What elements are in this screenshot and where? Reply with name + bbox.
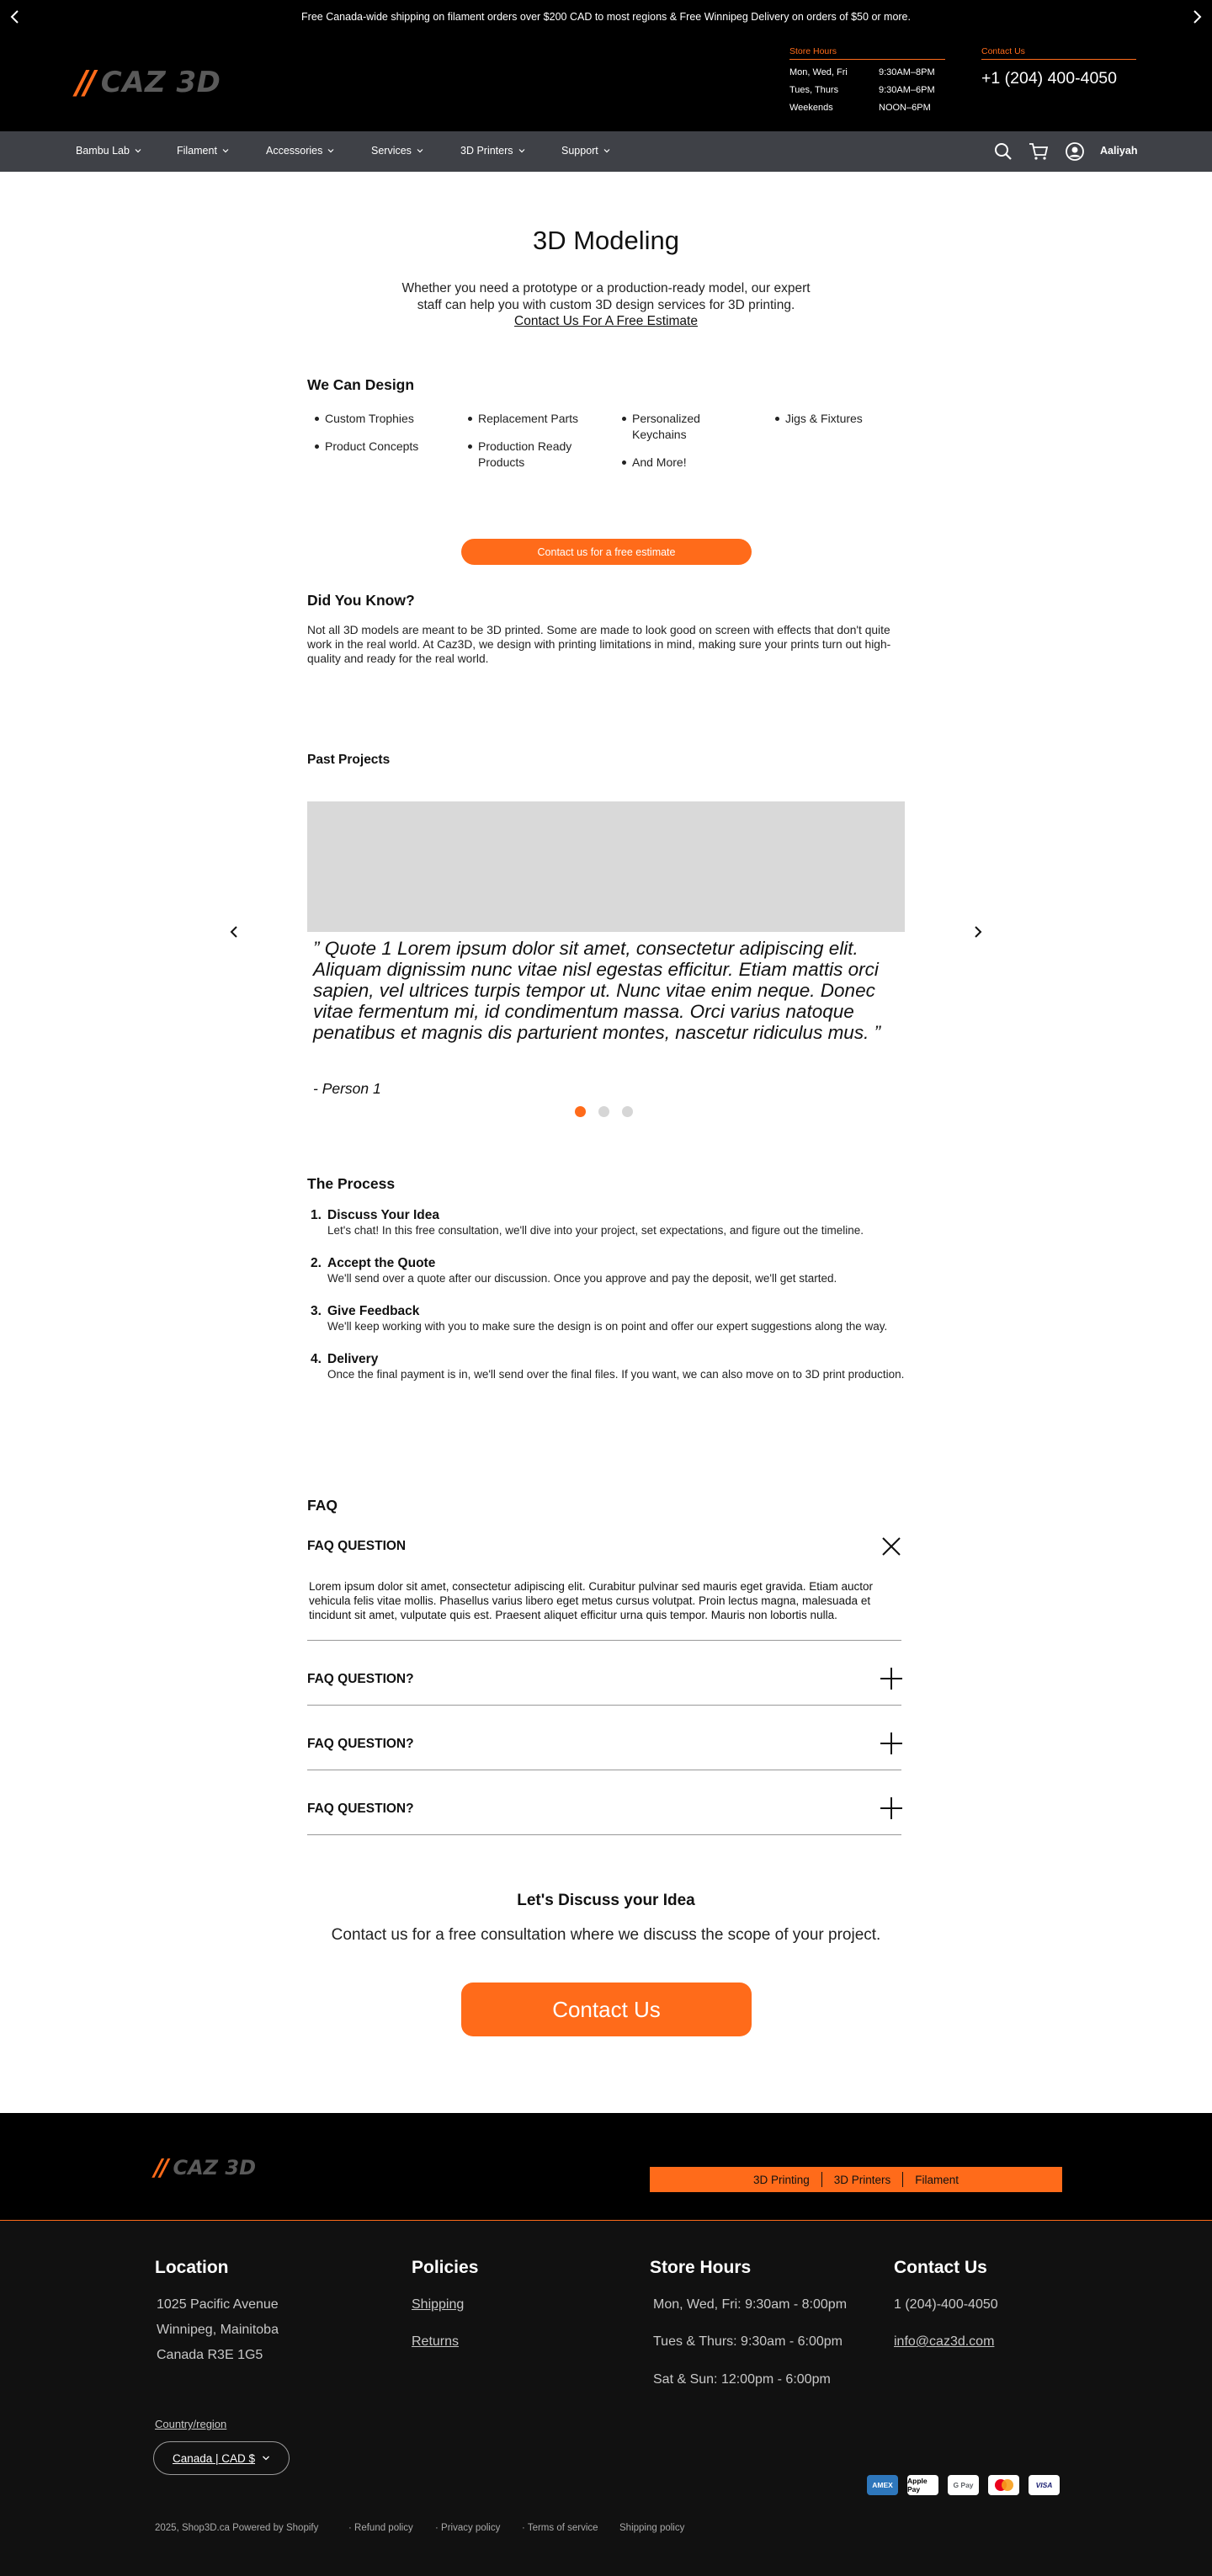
carousel-dot[interactable] bbox=[622, 1106, 633, 1117]
free-estimate-link[interactable]: Contact Us For A Free Estimate bbox=[514, 314, 698, 328]
footer-policies-heading: Policies bbox=[412, 2258, 479, 2277]
footer-hours-heading: Store Hours bbox=[650, 2258, 752, 2277]
faq-answer: Lorem ipsum dolor sit amet, consectetur adipiscing elit. Curabitur pulvinar sed mauris eget gravida. Etiam auctor vehicula felis vitae mollis. Phasellus varius libero eget metus cursus volutpat. Proin lectus magna, malesuada et tincidunt sit amet, vulputate quis est. Praesent aliquet efficitur urna quis tempor. Mauris non lobortis nulla. bbox=[309, 1580, 874, 1621]
cart-icon[interactable] bbox=[1029, 141, 1049, 162]
hours-row: Mon, Wed, Fri 9:30AM–8PM bbox=[789, 67, 935, 77]
chevron-right-icon[interactable] bbox=[1187, 7, 1207, 27]
chevron-down-icon bbox=[262, 2454, 270, 2462]
footer-link-filament[interactable]: Filament bbox=[915, 2173, 960, 2186]
chevron-left-icon[interactable] bbox=[5, 7, 25, 27]
footer-link-shipping[interactable]: Shipping bbox=[412, 2297, 465, 2312]
contact-us-button[interactable]: Contact Us bbox=[461, 1983, 752, 2036]
chevron-down-icon bbox=[135, 147, 141, 154]
free-estimate-button[interactable]: Contact us for a free estimate bbox=[461, 539, 752, 565]
announcement-bar bbox=[0, 0, 1212, 34]
carousel-dot[interactable] bbox=[598, 1106, 609, 1117]
logo[interactable] bbox=[76, 66, 221, 99]
search-icon[interactable] bbox=[993, 141, 1013, 162]
footer-contact-heading: Contact Us bbox=[894, 2258, 987, 2277]
site-header bbox=[0, 34, 1212, 131]
footer-link-returns[interactable]: Returns bbox=[412, 2334, 460, 2349]
mastercard-icon bbox=[988, 2475, 1019, 2495]
footer-phone[interactable]: 1 (204)-400-4050 bbox=[894, 2297, 998, 2312]
faq-heading: FAQ bbox=[307, 1497, 338, 1514]
nav-item-filament[interactable]: Filament bbox=[177, 145, 229, 157]
chevron-down-icon bbox=[417, 147, 423, 154]
address-line: Canada R3E 1G5 bbox=[157, 2348, 263, 2362]
plus-icon[interactable] bbox=[879, 1796, 904, 1821]
past-projects-heading: Past Projects bbox=[307, 753, 391, 767]
header-phone[interactable]: +1 (204) 400-4050 bbox=[981, 69, 1117, 88]
logo-slash: // bbox=[76, 64, 93, 101]
site-footer bbox=[0, 2113, 1212, 2576]
store-hours-title: Store Hours bbox=[789, 46, 945, 60]
chevron-down-icon bbox=[518, 147, 525, 154]
intro-text: Whether you need a prototype or a production-ready model, our expert staff can help you with custom 3D design services for 3D printing. Contact Us For A Free Estimate bbox=[401, 281, 811, 328]
faq-question[interactable]: FAQ QUESTION? bbox=[307, 1802, 414, 1816]
nav-item-accessories[interactable]: Accessories bbox=[266, 145, 334, 157]
amex-icon: AMEX bbox=[867, 2475, 898, 2495]
plus-icon[interactable] bbox=[879, 1666, 904, 1691]
testimonial-author: - Person 1 bbox=[313, 1080, 381, 1097]
list-item: Custom Trophies bbox=[311, 411, 454, 427]
footer-location-heading: Location bbox=[155, 2258, 229, 2277]
hours-line: Sat & Sun: 12:00pm - 6:00pm bbox=[653, 2372, 831, 2387]
footer-link-refund-policy[interactable]: · Refund policy bbox=[348, 2523, 413, 2533]
carousel-prev-icon[interactable] bbox=[224, 922, 244, 942]
footer-link-shipping-policy[interactable]: Shipping policy bbox=[619, 2523, 685, 2533]
design-list-col3 bbox=[619, 411, 728, 482]
footer-email[interactable]: info@caz3d.com bbox=[894, 2334, 995, 2349]
footer-link-3d-printers[interactable]: 3D Printers bbox=[833, 2173, 891, 2186]
carousel-next-icon[interactable] bbox=[968, 922, 988, 942]
carousel-dot[interactable] bbox=[575, 1106, 586, 1117]
list-item: Personalized Keychains bbox=[619, 411, 728, 443]
divider bbox=[307, 1705, 901, 1706]
list-item: Replacement Parts bbox=[465, 411, 599, 427]
copyright: 2025, Shop3D.ca Powered by Shopify bbox=[155, 2523, 319, 2533]
account-icon[interactable] bbox=[1065, 141, 1085, 162]
faq-question[interactable]: FAQ QUESTION? bbox=[307, 1672, 414, 1686]
footer-link-terms-of-service[interactable]: · Terms of service bbox=[522, 2523, 598, 2533]
testimonial-quote: ” Quote 1 Lorem ipsum dolor sit amet, consectetur adipiscing elit. Aliquam dignissim nunc vitae nisl egestas efficitur. Etiam mattis orci sapien, vel ultrices turpis tempor ut. Nunc vitae enim neque. Donec vitae fermentum mi, id condimentum massa. Orci varius natoque penatibus et magnis dis parturient montes, nascetur ridiculus mus. ” bbox=[313, 938, 881, 1043]
page-title: 3D Modeling bbox=[532, 226, 680, 255]
discuss-title: Let's Discuss your Idea bbox=[517, 1892, 695, 1909]
process-step: 2. Accept the Quote We'll send over a quote after our discussion. Once you approve and pay the deposit, we'll get started. bbox=[311, 1256, 837, 1285]
we-can-design-heading: We Can Design bbox=[307, 376, 415, 393]
visa-icon: VISA bbox=[1029, 2475, 1060, 2495]
design-list-col1 bbox=[311, 411, 454, 466]
plus-icon[interactable] bbox=[879, 1731, 904, 1756]
address-line: 1025 Pacific Avenue bbox=[157, 2297, 279, 2312]
announcement-text: Free Canada-wide shipping on filament orders over $200 CAD to most regions & Free Winnipeg Delivery on orders of $50 or more. bbox=[301, 11, 911, 23]
address-line: Winnipeg, Mainitoba bbox=[157, 2323, 279, 2337]
divider bbox=[307, 1640, 901, 1641]
hours-line: Tues & Thurs: 9:30am - 6:00pm bbox=[653, 2334, 843, 2349]
process-heading: The Process bbox=[307, 1175, 396, 1192]
user-name[interactable]: Aaliyah bbox=[1100, 145, 1138, 157]
carousel-dots bbox=[575, 1106, 633, 1117]
nav-item-bambu-lab[interactable]: Bambu Lab bbox=[76, 145, 141, 157]
nav-item-support[interactable]: Support bbox=[561, 145, 610, 157]
store-hours bbox=[789, 46, 945, 113]
chevron-down-icon bbox=[222, 147, 229, 154]
faq-question-open[interactable]: FAQ QUESTION bbox=[307, 1539, 407, 1553]
did-you-know-text: Not all 3D models are meant to be 3D printed. Some are made to look good on screen with effects that don't quite work in the real world. At Caz3D, we design with printing limitations in mind, making sure your prints turn out high-quality and ready for the real world. bbox=[307, 624, 891, 665]
main-nav bbox=[0, 131, 1212, 172]
list-item: Jigs & Fixtures bbox=[772, 411, 898, 427]
footer-link-privacy-policy[interactable]: · Privacy policy bbox=[435, 2523, 501, 2533]
logo-text: CAZ 3D bbox=[100, 66, 221, 99]
divider bbox=[307, 1834, 901, 1835]
process-step: 3. Give Feedback We'll keep working with you to make sure the design is on point and offer our expert suggestions along the way. bbox=[311, 1304, 888, 1333]
list-item: Production Ready Products bbox=[465, 439, 599, 471]
list-item: And More! bbox=[619, 455, 728, 471]
contact-title: Contact Us bbox=[981, 46, 1136, 60]
design-list-col2 bbox=[465, 411, 599, 482]
mastercard-logo bbox=[993, 2478, 1015, 2492]
country-region-label: Country/region bbox=[155, 2418, 227, 2430]
footer-link-3d-printing[interactable]: 3D Printing bbox=[752, 2173, 810, 2186]
nav-item-services[interactable]: Services bbox=[371, 145, 423, 157]
process-steps bbox=[307, 1208, 905, 1400]
google-pay-icon: G Pay bbox=[948, 2475, 979, 2495]
close-icon[interactable] bbox=[879, 1534, 904, 1559]
discuss-subtitle: Contact us for a free consultation where we discuss the scope of your project. bbox=[331, 1926, 881, 1944]
faq-question[interactable]: FAQ QUESTION? bbox=[307, 1737, 414, 1751]
hours-line: Mon, Wed, Fri: 9:30am - 8:00pm bbox=[653, 2297, 848, 2312]
hours-row: Weekends NOON–6PM bbox=[789, 103, 931, 113]
list-item: Product Concepts bbox=[311, 439, 454, 455]
process-step: 1. Discuss Your Idea Let's chat! In this free consultation, we'll dive into your project, set expectations, and figure out the timeline. bbox=[311, 1208, 864, 1237]
nav-item-3d-printers[interactable]: 3D Printers bbox=[460, 145, 525, 157]
project-image-placeholder bbox=[307, 801, 905, 932]
apple-pay-icon: Apple Pay bbox=[907, 2475, 938, 2495]
country-selector[interactable]: Canada | CAD $ bbox=[153, 2441, 290, 2475]
hours-row: Tues, Thurs 9:30AM–6PM bbox=[789, 85, 935, 95]
header-contact bbox=[981, 46, 1136, 88]
process-step: 4. Delivery Once the final payment is in, we'll send over the final files. If you want, we can also move on to 3D print production. bbox=[311, 1352, 905, 1381]
chevron-down-icon bbox=[603, 147, 610, 154]
chevron-down-icon bbox=[327, 147, 334, 154]
footer-logo[interactable]: // CAZ 3D bbox=[154, 2153, 257, 2181]
footer-nav bbox=[650, 2167, 1062, 2192]
did-you-know-heading: Did You Know? bbox=[307, 592, 415, 609]
design-list-col4 bbox=[772, 411, 898, 439]
footer-top bbox=[0, 2113, 1212, 2221]
